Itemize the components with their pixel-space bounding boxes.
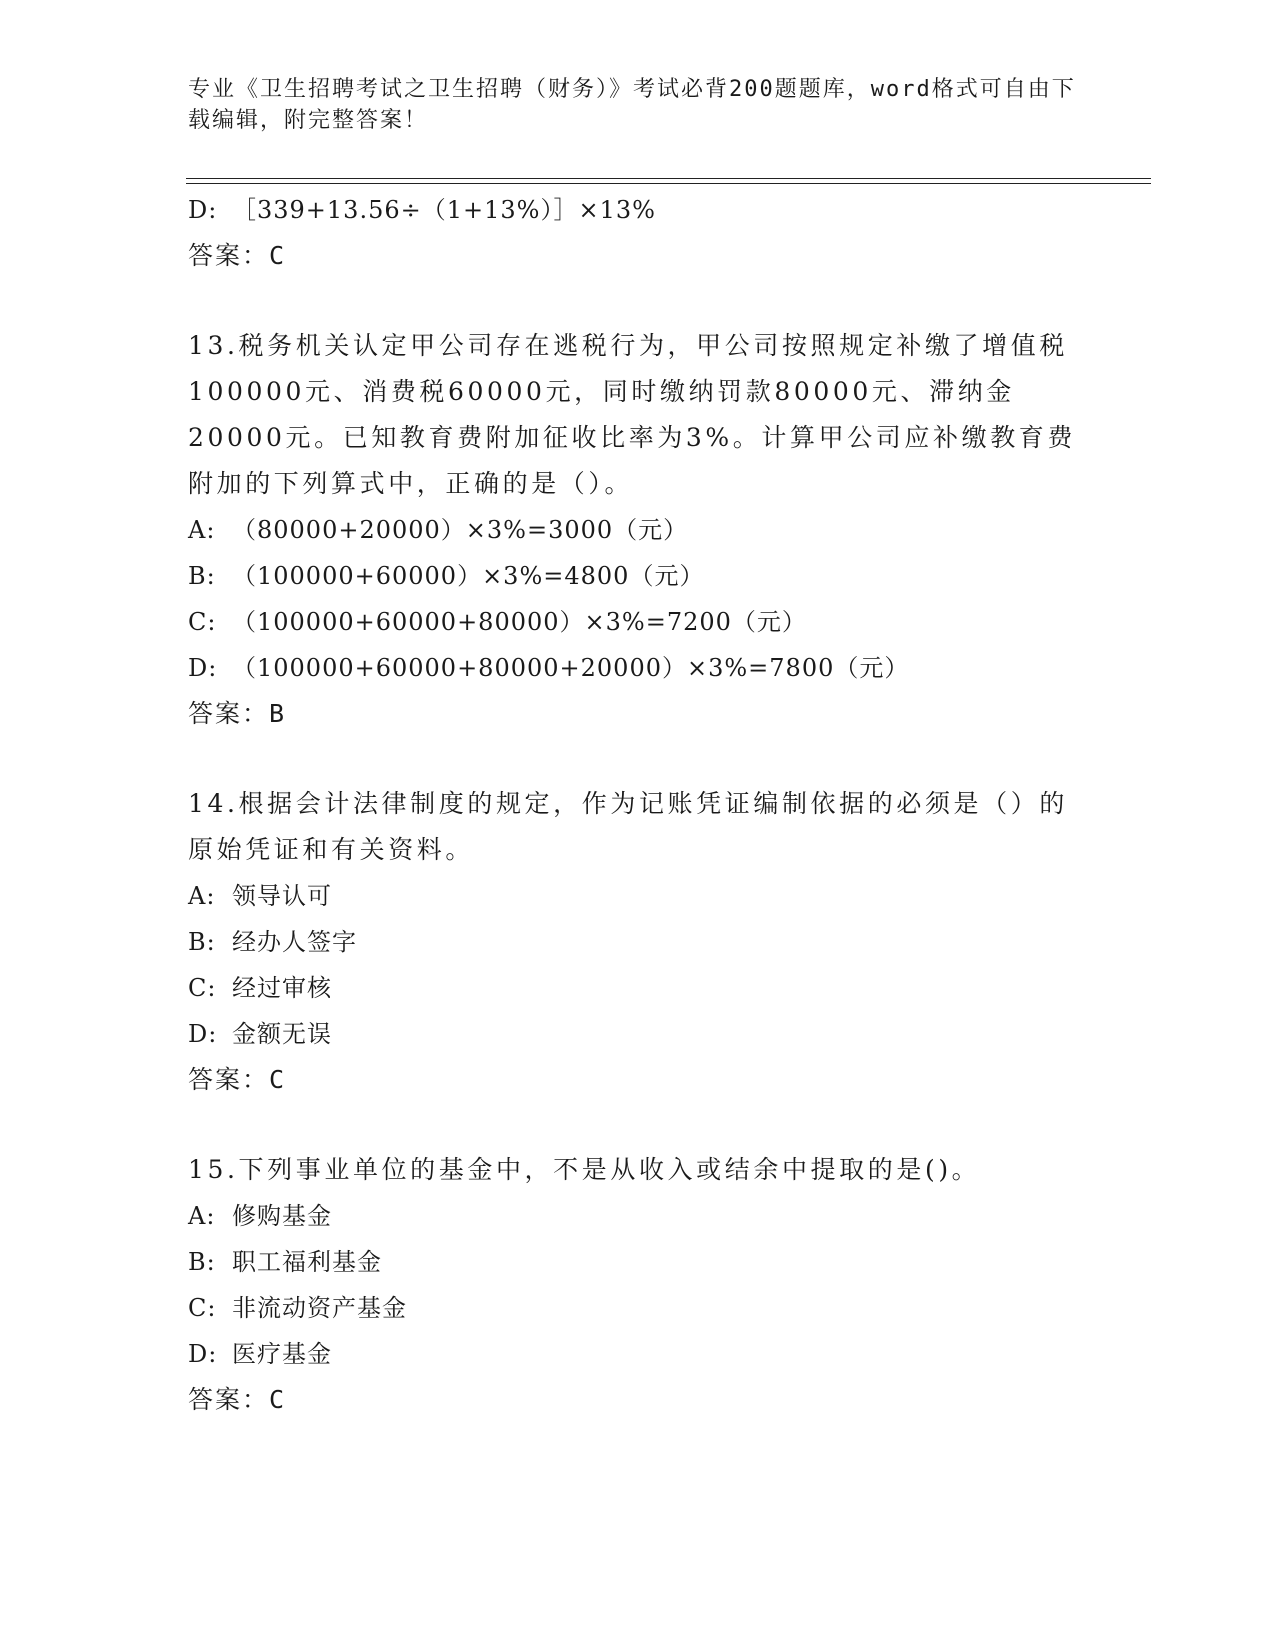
- option-text: 经过审核: [232, 974, 332, 1002]
- option-b-line: [188, 553, 1088, 599]
- option-text: （100000+60000+80000）×3%=7200（元）: [232, 608, 807, 636]
- option-key: D:: [188, 196, 218, 224]
- option-key: D:: [188, 654, 218, 682]
- document-body: [188, 187, 1088, 1423]
- answer-line: 答案：C: [188, 241, 287, 270]
- option-text: 职工福利基金: [232, 1248, 382, 1276]
- answer-line: 答案：C: [188, 1065, 287, 1094]
- question-stem-14: 14.根据会计法律制度的规定，作为记账凭证编制依据的必须是（）的原始凭证和有关资料。: [188, 789, 1068, 864]
- option-key: A:: [188, 882, 216, 910]
- option-b-line: [188, 919, 1088, 965]
- option-key: B:: [188, 562, 216, 590]
- option-key: D:: [188, 1340, 218, 1368]
- spacer: [188, 1103, 1088, 1147]
- option-text: 经办人签字: [232, 928, 357, 956]
- option-c-line: [188, 1285, 1088, 1331]
- option-key: B:: [188, 928, 216, 956]
- option-text: 医疗基金: [232, 1340, 332, 1368]
- option-d-line: [188, 1011, 1088, 1057]
- option-key: C:: [188, 608, 217, 636]
- option-d-line: [188, 645, 1088, 691]
- option-key: B:: [188, 1248, 216, 1276]
- option-text: 非流动资产基金: [232, 1294, 407, 1322]
- option-c-line: [188, 965, 1088, 1011]
- option-key: C:: [188, 1294, 217, 1322]
- option-key: C:: [188, 974, 217, 1002]
- option-key: A:: [188, 516, 216, 544]
- option-text: 金额无误: [232, 1020, 332, 1048]
- header-rule-bottom: [186, 183, 1151, 184]
- option-b-line: [188, 1239, 1088, 1285]
- option-a-line: [188, 507, 1088, 553]
- option-text: （100000+60000+80000+20000）×3%=7800（元）: [232, 654, 910, 682]
- option-a-line: [188, 1193, 1088, 1239]
- option-key: A:: [188, 1202, 216, 1230]
- option-d-line: [188, 187, 1088, 233]
- option-text: 修购基金: [232, 1202, 332, 1230]
- option-c-line: [188, 599, 1088, 645]
- answer-line: 答案：B: [188, 699, 287, 728]
- option-text: （80000+20000）×3%=3000（元）: [232, 516, 689, 544]
- option-d-line: [188, 1331, 1088, 1377]
- question-stem-15: 15.下列事业单位的基金中，不是从收入或结余中提取的是()。: [188, 1155, 981, 1184]
- answer-line: 答案：C: [188, 1385, 287, 1414]
- page-header: 专业《卫生招聘考试之卫生招聘（财务）》考试必背200题题库，word格式可自由下载编辑，附完整答案！: [188, 77, 1076, 133]
- header-rule-top: [186, 178, 1151, 179]
- spacer: [188, 279, 1088, 323]
- spacer: [188, 737, 1088, 781]
- question-stem-13: 13.税务机关认定甲公司存在逃税行为，甲公司按照规定补缴了增值税100000元、消费税60000元，同时缴纳罚款80000元、滞纳金20000元。已知教育费附加征收比率为3%。计算甲公司应补缴教育费附加的下列算式中，正确的是（）。: [188, 331, 1076, 498]
- option-key: D:: [188, 1020, 218, 1048]
- option-text: 领导认可: [232, 882, 332, 910]
- option-a-line: [188, 873, 1088, 919]
- option-text: （100000+60000）×3%=4800（元）: [232, 562, 705, 590]
- option-text: ［339+13.56÷（1+13%）］×13%: [232, 196, 656, 224]
